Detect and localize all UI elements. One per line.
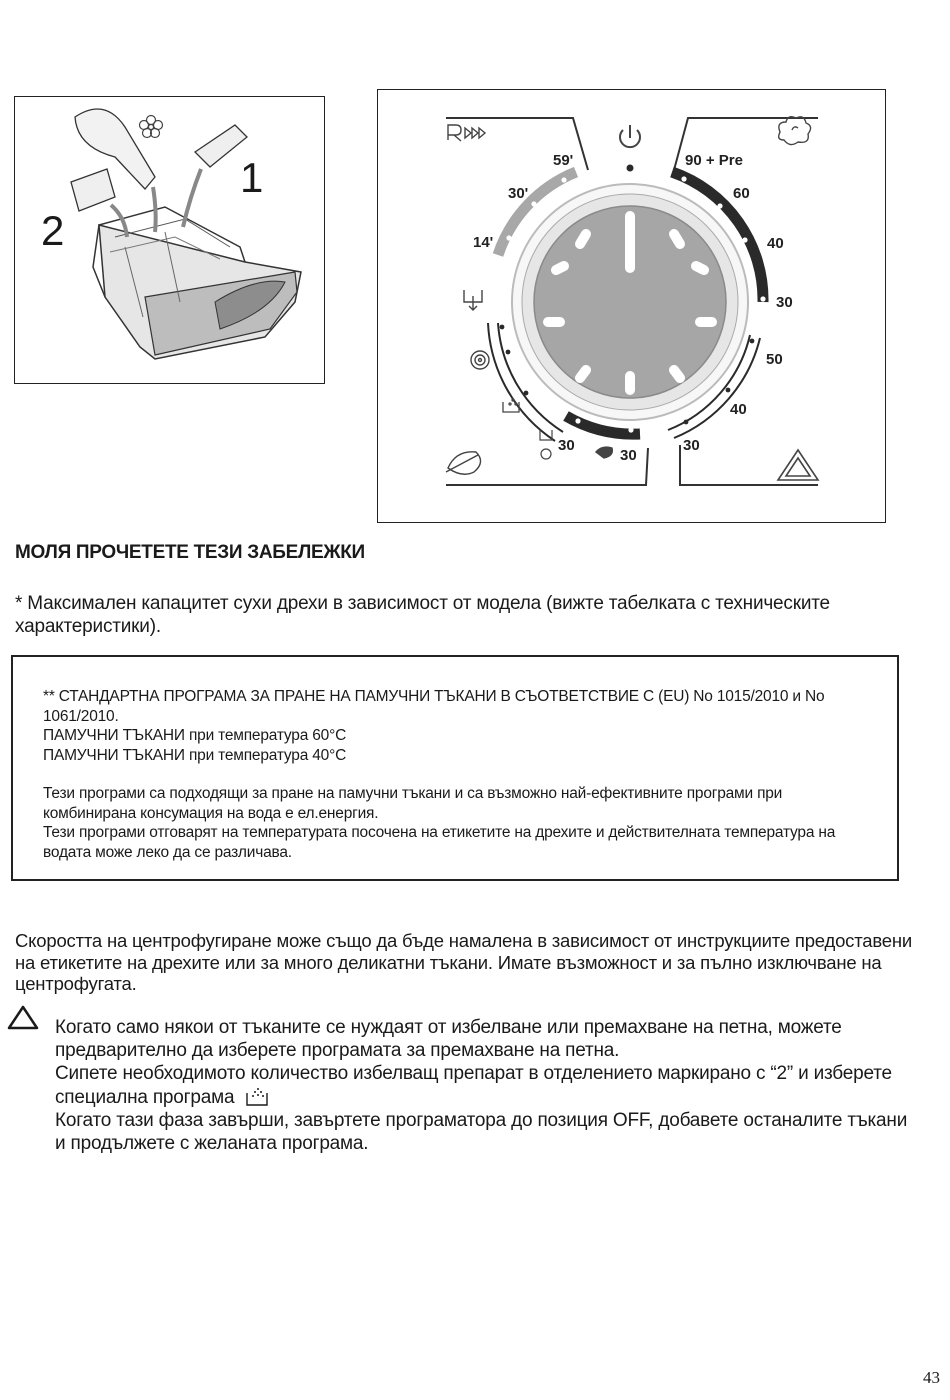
standard-programme-line: ** СТАНДАРТНА ПРОГРАМА ЗА ПРАНЕ НА ПАМУЧНИ ТЪКАНИ В СЪОТВЕТСТВИЕ С (EU) No 1015/2010 и No 1061/2010. [43, 688, 825, 725]
quick-59-label: 59' [553, 152, 574, 169]
cotton-40-line: ПАМУЧНИ ТЪКАНИ при температура 40°C [43, 746, 347, 764]
spin-speed-note: Скоростта на центрофугиране може също да бъде намалена в зависимост от инструкциите предоставени на етикетите на дрехите или за много деликатни тъкани. Имате възможност и за пълно изключване на центрофугата. [15, 930, 913, 994]
bleach-line-3: Когато тази фаза завърши, завъртете програматора до позиция OFF, добавете останалите тъкани и продължете с желаната програма. [55, 1110, 908, 1154]
bleach-line-2: Сипете необходимото количество избелващ препарат в отделението маркирано с “2” и изберете специална програма [55, 1063, 892, 1108]
page-number: 43 [923, 1368, 940, 1387]
compartment-1-label: 1 [240, 154, 264, 201]
bleach-instructions [55, 1016, 915, 1155]
delicate-feather-icon [446, 447, 612, 474]
synthetic-30-label: 30 [683, 437, 700, 454]
quick-14-label: 14' [473, 234, 494, 251]
compartment-2-label: 2 [41, 207, 65, 254]
spin-icon [471, 351, 489, 369]
detergent-drawer-figure [14, 96, 325, 384]
standard-programme-box [11, 655, 899, 881]
warning-triangle-icon [7, 1005, 39, 1031]
synthetic-50-label: 50 [766, 351, 783, 368]
quick-30-label: 30' [508, 185, 529, 202]
programme-dial-figure [377, 89, 886, 523]
power-icon [620, 125, 640, 147]
wool-30-label: 30 [558, 437, 575, 454]
softener-flower-icon [140, 116, 163, 138]
programmes-efficiency-note: Тези програми са подходящи за пране на памучни тъкани и са възможно най-ефективните програми при комбинирана консумация на вода е ел.енергия. [43, 785, 783, 822]
cotton-40-label: 40 [767, 235, 784, 252]
synthetic-triangle-icon [778, 450, 818, 480]
bleach-line-1: Когато само някои от тъканите се нуждаят от избелване или премахване на петна, можете предварително да изберете програмата за премахване на петна. [55, 1017, 842, 1061]
cotton-60-line: ПАМУЧНИ ТЪКАНИ при температура 60°C [43, 727, 347, 744]
cotton-30-label: 30 [776, 294, 793, 311]
stain-spray-icon [244, 1085, 270, 1107]
delicate-30-label: 30 [620, 447, 637, 464]
rapid-wash-icon [448, 125, 485, 141]
cotton-90-pre-label: 90 + Pre [685, 152, 743, 169]
drain-icon [464, 290, 482, 310]
cotton-60-label: 60 [733, 185, 750, 202]
synthetic-40-label: 40 [730, 401, 747, 418]
stain-spray-icon [503, 399, 519, 412]
capacity-note: * Максимален капацитет сухи дрехи в зависимост от модела (вижте табелката с техническите характеристики). [15, 593, 830, 637]
cotton-icon [779, 117, 811, 145]
notes-heading: МОЛЯ ПРОЧЕТЕТЕ ТЕЗИ ЗАБЕЛЕЖКИ [15, 542, 365, 563]
temperature-note: Тези програми отговарят на температурата посочена на етикетите на дрехите и действителната температура на водата може леко да се различава. [43, 824, 836, 861]
